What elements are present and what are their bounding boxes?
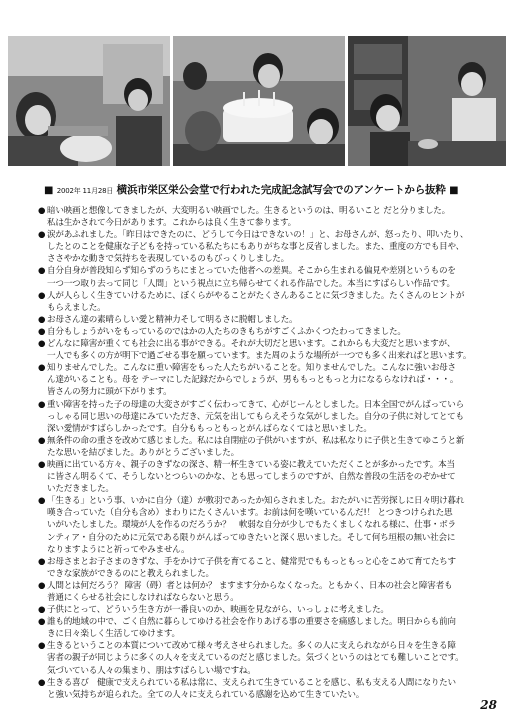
comment-line: いがいたしました。環境が人を作るのだろうか？ 軟弱な自分が少しでもたくましくなれる様に、仕事・ボラ: [47, 520, 456, 531]
bullet-icon: ●: [38, 459, 46, 470]
photo-strip: [8, 36, 507, 166]
comment-line: 「生きる」という事、いかに自分（達）が敷羽であったか知らされました。おたがいに苦労探しに日々明け暮れ: [47, 496, 465, 507]
bullet-icon: ●: [38, 314, 46, 325]
photo-smiling-women: [348, 36, 506, 166]
comment-line: ささやかな動きで気持ちを表現しているのもびっくりしました。: [47, 254, 289, 265]
bullet-icon: ●: [38, 399, 46, 410]
bullet-icon: ●: [38, 580, 46, 591]
comment-line: 嘆き合っていた（自分も含め）まわりにたくさんいます。お前は何を嘆いているんだ!！ とつきつけられた思: [47, 508, 453, 519]
comment-line: どんなに障害が重くても社会に出る事ができる。それが大切だと思います。これからも大変だと思いますが、: [47, 339, 456, 350]
comment-line: 自分自身が普段知らず知らずのうちにまとっていた他者への差異。そこから生まれる偏見や差別というものを: [47, 266, 456, 277]
comment-item: [38, 435, 484, 459]
comment-line: 重い障害を持った子の母達の大変さがすごく伝わってきて、心がじーんとしました。日本全国でがんばっていら: [47, 399, 464, 410]
comment-line: っしゃる同じ思いの母達にみていただき、元気を出してもらえそうな気がしました。自分の子供に対してとても: [47, 411, 464, 422]
comment-line: 一人でも多くの方が明下で過ごせる事を願っています。また周のような場所が一つでも多く出来ればと思います。: [47, 351, 472, 362]
survey-comments: [38, 205, 484, 701]
survey-heading: [44, 182, 474, 197]
bullet-icon: ●: [38, 556, 46, 567]
comment-item: [38, 265, 484, 289]
comment-line: たな思いを結びました。ありがとうございました。: [47, 447, 239, 458]
comment-line: 誰も的地域の中で、ごく自然に暮らしてゆける社会を作りあげる事の重要さを痛感しました。明日からも前向: [47, 617, 456, 628]
comment-line: 皆さんの努力に頭が下がります。: [47, 387, 172, 398]
comment-line: 害者の親子が同じように多くの人々を支えているのだと感じました。気づくというのはとても難しいことです。: [47, 653, 464, 664]
comment-line: なりますようにと祈ってやみません。: [47, 544, 190, 555]
comment-line: 人が人らしく生きていけるために、ぼくらがやることがたくさんあることに気づきました。たくさんのヒントが: [47, 290, 465, 301]
comment-item: [38, 229, 484, 265]
heading-title: 横浜市栄区栄公会堂で行われた完成記念試写会でのアンケートから抜粋: [116, 184, 446, 196]
comment-line: 生きる喜び 健康で支えられている私は常に、支えられて生きていることを感じ、私も支える人間になりたい: [47, 677, 456, 688]
bullet-icon: ●: [38, 617, 46, 628]
comment-item: [38, 459, 484, 495]
comment-line: 一つ一つ取り去って同じ「人間」という視点に立ち帰らせてくれる作品でした。本当にすばらしい作品です。: [47, 278, 455, 289]
comment-item: [38, 290, 484, 314]
comment-item: [38, 604, 484, 616]
comment-line: 映画に出ている方々、親子のきずなの深さ、精一杯生きている姿に教えていただくことが多かったです。本当: [47, 459, 455, 470]
heading-square-right: ■: [449, 185, 459, 196]
bullet-icon: ●: [38, 677, 46, 688]
comment-line: 知りませんでした。こんなに重い障害をもった人たちがいることを。知りませんでした。こんなに強いお母さ: [47, 363, 456, 374]
comment-item: [38, 326, 484, 338]
comment-line: きに日々楽しく生活してゆけます。: [47, 629, 180, 640]
comment-item: [38, 338, 484, 362]
comment-item: [38, 640, 484, 676]
bullet-icon: ●: [38, 641, 46, 652]
bullet-icon: ●: [38, 230, 46, 241]
comment-line: もらえました。: [47, 302, 106, 313]
photo-birthday-cake: [173, 36, 345, 166]
comment-item: [38, 677, 484, 701]
comment-item: [38, 362, 484, 398]
comment-line: ンティア・自分のために元気である限りがんばってゆきたいと深く思いました。そして何ち垣根の無い社会に: [47, 532, 456, 543]
comment-line: 涙があふれました。「昨日はできたのに、どうして今日はできないの！」と、お母さんが、怒ったり、叩いたり、: [47, 230, 469, 241]
comment-item: [38, 205, 484, 229]
comment-item: [38, 495, 484, 555]
page-number: 28: [480, 698, 497, 712]
bullet-icon: ●: [38, 290, 46, 301]
bullet-icon: ●: [38, 363, 46, 374]
heading-date: 2002年 11月28日: [56, 187, 114, 195]
heading-square-left: ■: [44, 185, 54, 196]
comment-item: [38, 399, 484, 435]
comment-line: 普通にくらせる社会にしなければならないと思う。: [47, 593, 239, 603]
comment-line: お母さまとお子さまのきずな、手をかけて子供を育てること、健常児でももっともっと心をこめて育てたちす: [47, 556, 456, 567]
comment-line: いただきました。: [47, 484, 114, 495]
comment-line: したとのことを健康な子どもを持っている私たちにもありがちな事と反省しました。また、重度の方でも目や、: [47, 242, 465, 253]
comment-line: ん達がいることも。母を テーマにした記録だからでしょうが、男ももっともっと力になるらなければ・・・。: [47, 375, 459, 386]
comment-item: [38, 616, 484, 640]
comment-line: 暗い映画と想像してきましたが、大変明るい映画でした。生きるというのは、明るいこと だと分りました。: [47, 206, 450, 216]
comment-line: 人間とは何だろう？ 障害（碍）者とは何か？ ますます分からなくなった。ともかく、日本の社会と障害者も: [47, 580, 453, 591]
bullet-icon: ●: [38, 206, 46, 216]
comment-line: 気づいている人々の集まり、朋はすばらしい場ですね。: [47, 665, 256, 676]
comment-line: 生きるということの本質について改めて様々考えさせられました。多くの人に支えられながら日々を生きる障: [47, 641, 456, 652]
comment-line: 深い愛情がすばらしかったです。自分ももっともっとがんばらなくてはと思いました。: [47, 423, 372, 434]
comment-item: [38, 556, 484, 580]
comment-line: と強い気持ちが追られた。全ての人々に支えられている感謝を込めて生きていたい。: [47, 689, 365, 700]
bullet-icon: ●: [38, 339, 46, 350]
photo-mother-with-baby: [8, 36, 170, 166]
comment-item: [38, 580, 484, 604]
bullet-icon: ●: [38, 435, 46, 446]
comment-line: お母さん達の素晴らしい愛と精神力そして明るさに脱帽しました。: [47, 314, 298, 325]
bullet-icon: ●: [38, 605, 46, 616]
comment-line: 無条件の命の重さを改めて感じました。私には自閉症の子供がいますが、私は私なりに子供と生きてゆこうと新: [47, 435, 465, 446]
comment-line: 自分もしょうがいをもっているのではかの人たちのきもちがすごくふかくつたわってきました。: [47, 326, 406, 337]
comment-item: [38, 314, 484, 326]
comment-line: 子供にとって、どういう生き方が一番良いのか、映画を見ながら、いっしょに考えました。: [47, 605, 389, 616]
bullet-icon: ●: [38, 266, 46, 277]
bullet-icon: ●: [38, 496, 46, 507]
bullet-icon: ●: [38, 326, 46, 337]
comment-line: 私は生かされて今日があります。これからは良く生きて参ります。: [47, 218, 296, 229]
comment-line: できな家族ができるのにと教えられました。: [47, 568, 214, 579]
comment-line: に皆さん明るくて、そうしないとつらいのかな、とも思ってしまうのですが、自然な普段の生活をのぞかせて: [47, 472, 456, 483]
